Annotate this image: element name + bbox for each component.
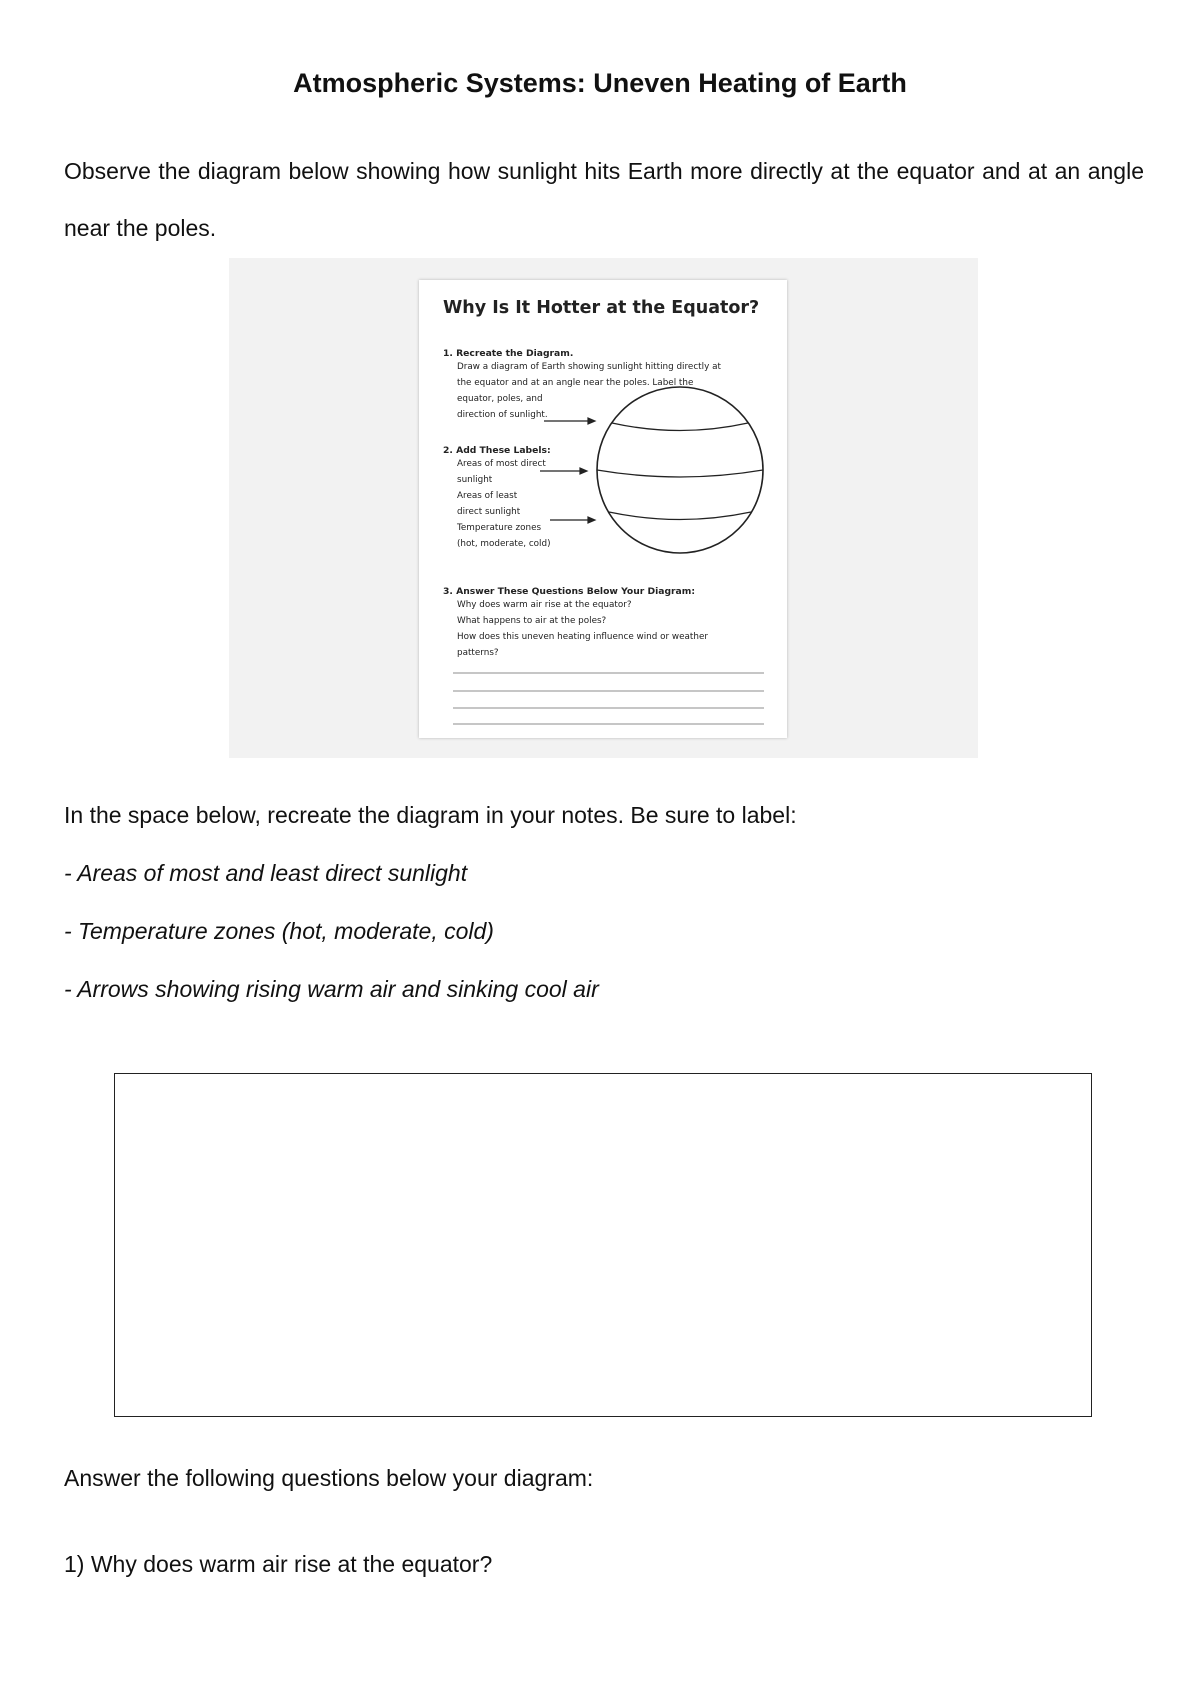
step2-line: Areas of most direct — [457, 459, 546, 469]
label-item: - Temperature zones (hot, moderate, cold) — [64, 918, 494, 944]
earth-diagram — [419, 280, 787, 738]
answer-prompt: Answer the following questions below your diagram: — [64, 1465, 594, 1491]
earth-circle — [597, 387, 763, 553]
step1-line: Draw a diagram of Earth showing sunlight hitting directly at — [457, 362, 721, 372]
step3-line: How does this uneven heating influence wind or weather — [457, 632, 708, 642]
question-1: 1) Why does warm air rise at the equator? — [64, 1551, 493, 1577]
step2-line: Areas of least — [457, 491, 518, 501]
latitude-line-north — [612, 423, 748, 431]
equator-line — [597, 470, 763, 477]
label-item: - Arrows showing rising warm air and sinking cool air — [64, 976, 599, 1002]
instruction-text: In the space below, recreate the diagram in your notes. Be sure to label: — [64, 802, 797, 828]
page-title: Atmospheric Systems: Uneven Heating of Earth — [293, 68, 907, 98]
step2-line: Temperature zones — [457, 523, 542, 533]
step3-line: patterns? — [457, 648, 499, 658]
step1-line: equator, poles, and — [457, 394, 543, 404]
worksheet-figure — [229, 258, 978, 758]
step2-line: (hot, moderate, cold) — [457, 539, 551, 549]
label-item: - Areas of most and least direct sunlight — [64, 860, 468, 886]
worksheet-sheet — [419, 280, 787, 738]
arrowhead — [580, 468, 587, 474]
step1-title: 1. Recreate the Diagram. — [443, 348, 574, 359]
figure-heading: Why Is It Hotter at the Equator? — [443, 298, 760, 318]
step1-line: direction of sunlight. — [457, 410, 548, 420]
intro-paragraph: Observe the diagram below showing how sunlight hits Earth more directly at the equator and at an angle near the poles. — [64, 158, 1144, 241]
step3-line: What happens to air at the poles? — [457, 616, 607, 626]
step3-line: Why does warm air rise at the equator? — [457, 600, 632, 610]
arrowhead — [588, 517, 595, 523]
step2-line: sunlight — [457, 475, 493, 485]
drawing-area[interactable] — [114, 1073, 1092, 1417]
step2-title: 2. Add These Labels: — [443, 445, 551, 456]
step3-title: 3. Answer These Questions Below Your Diagram: — [443, 586, 696, 597]
latitude-line-south — [609, 512, 751, 520]
arrowhead — [588, 418, 595, 424]
step1-line: the equator and at an angle near the poles. Label the — [457, 378, 694, 388]
step2-line: direct sunlight — [457, 507, 521, 517]
